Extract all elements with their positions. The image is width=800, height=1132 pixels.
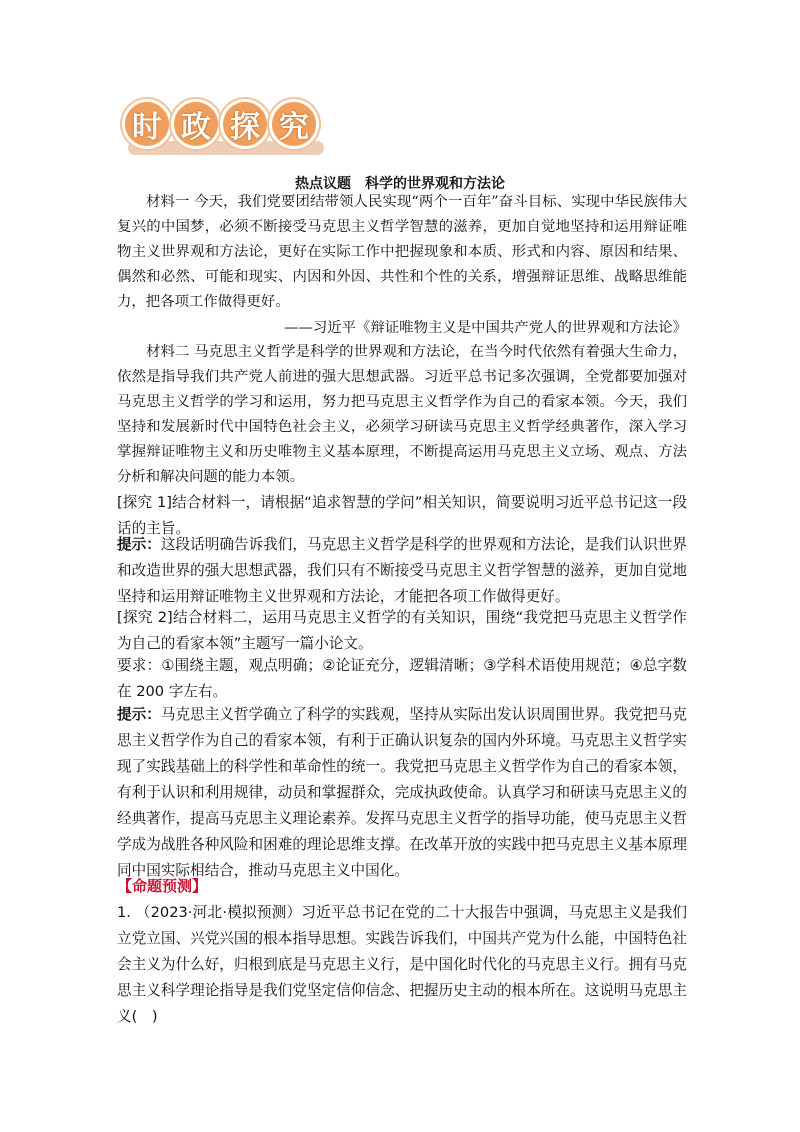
banner-badge-4: 究 [269, 99, 319, 149]
explore-2-hint [117, 702, 687, 884]
explore-2-requirement: 要求：①围绕主题，观点明确；②论证充分，逻辑清晰；③学科术语使用规范；④总字数在 200 字左右。 [117, 657, 687, 700]
explore-1-hint [117, 532, 687, 610]
hint-label: 提示： [117, 706, 161, 723]
explore-2-hint-text: 马克思主义哲学确立了科学的实践观，坚持从实际出发认识周围世界。我党把马克思主义哲学作为自己的看家本领，有利于正确认识复杂的国内外环境。马克思主义哲学实现了实践基础上的科学性和革命性的统一。我党把马克思主义哲学作为自己的看家本领，有利于认识和利用规律，动员和掌握群众，完成执政使命。认真学习和研读马克思主义的经典著作，提高马克思主义理论素养。发挥马克思主义哲学的指导功能，使马克思主义哲学成为战胜各种风险和困难的理论思维支撑。在改革开放的实践中把马克思主义基本原理同中国实际相结合，推动马克思主义中国化。 [117, 706, 687, 879]
banner-badge-3: 探 [220, 99, 270, 149]
explore-1-question: [探究 1]结合材料一，请根据“追求智慧的学问”相关知识，简要说明习近平总书记这一段话的主旨。 [117, 494, 687, 537]
banner-badge-2: 政 [171, 99, 221, 149]
prediction-question-1: 1. （2023·河北·模拟预测）习近平总书记在党的二十大报告中强调，马克思主义是我们立党立国、兴党兴国的根本指导思想。实践告诉我们，中国共产党为什么能，中国特色社会主义为什么好，归根到底是马克思主义行，是中国化时代化的马克思主义行。拥有马克思主义科学理论指导是我们党坚定信仰信念、把握历史主动的根本所在。这说明马克思主义( ) [117, 904, 687, 1025]
material-2-text: 材料二 马克思主义哲学是科学的世界观和方法论，在当今时代依然有着强大生命力，依然是指导我们共产党人前进的强大思想武器。习近平总书记多次强调，全党都要加强对马克思主义哲学的学习和运用，努力把马克思主义哲学作为自己的看家本领。今天，我们坚持和发展新时代中国特色社会主义，必须学习研读马克思主义哲学经典著作，深入学习掌握辩证唯物主义和历史唯物主义基本原理，不断提高运用马克思主义立场、观点、方法分析和解决问题的能力本领。 [117, 344, 687, 485]
material-1-source: ——习近平《辩证唯物主义是中国共产党人的世界观和方法论》 [284, 320, 687, 336]
hint-label: 提示： [117, 536, 161, 553]
prediction-heading: 【命题预测】 [117, 877, 208, 895]
banner-badge-1: 时 [122, 99, 172, 149]
explore-1-hint-text: 这段话明确告诉我们，马克思主义哲学是科学的世界观和方法论，是我们认识世界和改造世界的强大思想武器，我们只有不断接受马克思主义哲学智慧的滋养，更加自觉地坚持和运用辩证唯物主义世界观和方法论，才能把各项工作做得更好。 [117, 536, 687, 605]
topic-title: 热点议题 科学的世界观和方法论 [295, 176, 505, 192]
explore-2-question: [探究 2]结合材料二，运用马克思主义哲学的有关知识，围绕“我党把马克思主义哲学作为自己的看家本领”主题写一篇小论文。 [117, 609, 687, 652]
section-banner [122, 97, 327, 159]
material-1-text: 材料一 今天，我们党要团结带领人民实现“两个一百年”奋斗目标、实现中华民族伟大复兴的中国梦，必须不断接受马克思主义哲学智慧的滋养，更加自觉地坚持和运用辩证唯物主义世界观和方法论，更好在实际工作中把握现象和本质、形式和内容、原因和结果、偶然和必然、可能和现实、内因和外因、共性和个性的关系，增强辩证思维、战略思维能力，把各项工作做得更好。 [117, 194, 687, 310]
